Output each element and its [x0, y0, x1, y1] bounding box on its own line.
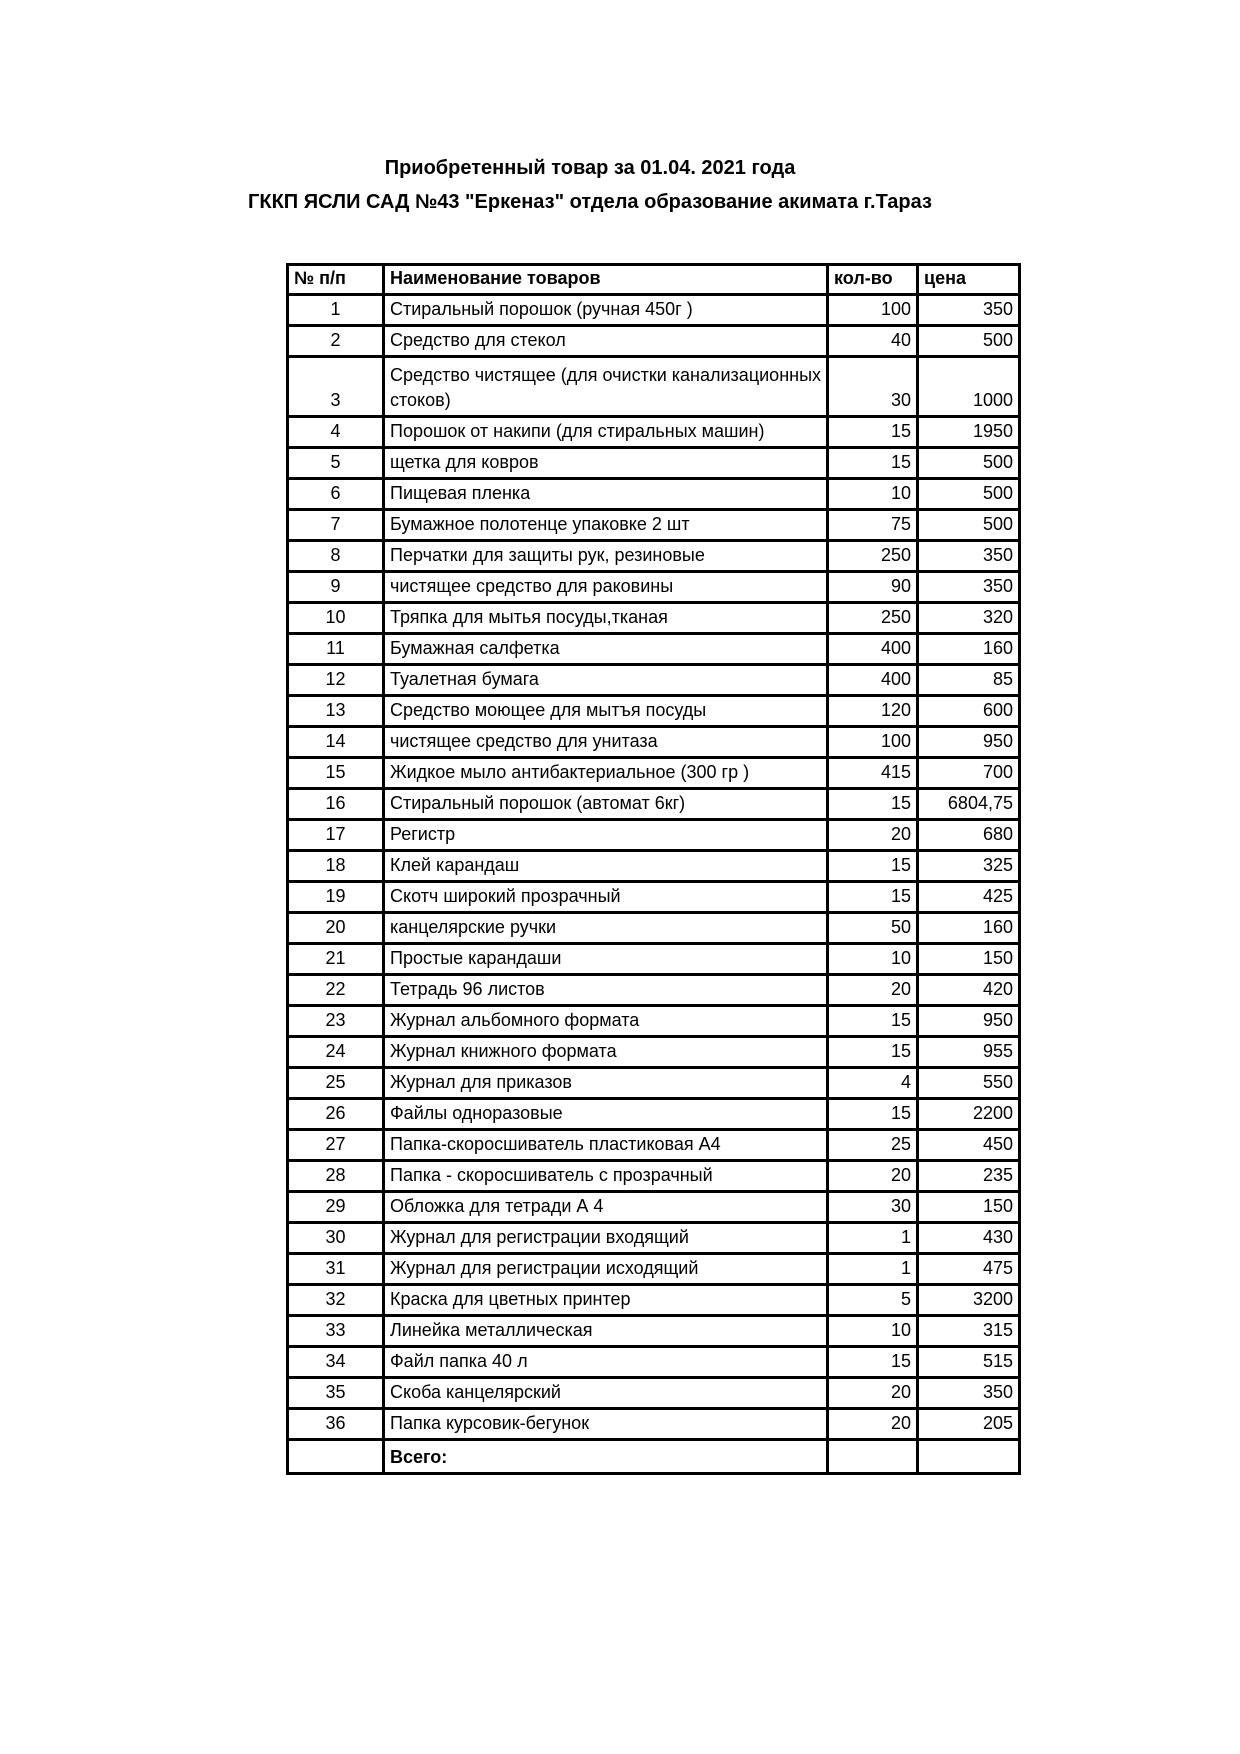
row-num-cell: 32 — [288, 1285, 384, 1316]
row-name-cell: Бумажная салфетка — [384, 634, 828, 665]
header-price: цена — [918, 265, 1020, 295]
row-name-cell: Файл папка 40 л — [384, 1347, 828, 1378]
row-qty-cell: 400 — [828, 634, 918, 665]
row-qty-cell: 400 — [828, 665, 918, 696]
row-name-cell: Журнал для приказов — [384, 1068, 828, 1099]
table-row — [288, 326, 1020, 357]
table-body — [288, 295, 1020, 1440]
row-qty-cell: 1 — [828, 1223, 918, 1254]
row-qty-cell: 1 — [828, 1254, 918, 1285]
row-num-cell: 5 — [288, 448, 384, 479]
row-name-cell: Средство моющее для мытъя посуды — [384, 696, 828, 727]
table-row — [288, 665, 1020, 696]
table-row — [288, 1037, 1020, 1068]
row-qty-cell: 20 — [828, 1378, 918, 1409]
row-num-cell: 6 — [288, 479, 384, 510]
footer-num-cell — [288, 1440, 384, 1474]
table-row — [288, 1161, 1020, 1192]
row-name-cell: Жидкое мыло антибактериальное (300 гр ) — [384, 758, 828, 789]
row-price-cell: 600 — [918, 696, 1020, 727]
row-price-cell: 450 — [918, 1130, 1020, 1161]
table-row — [288, 1068, 1020, 1099]
row-qty-cell: 15 — [828, 1099, 918, 1130]
footer-total-label: Всего: — [384, 1440, 828, 1474]
row-price-cell: 160 — [918, 634, 1020, 665]
row-price-cell: 350 — [918, 572, 1020, 603]
table-row — [288, 820, 1020, 851]
table-row — [288, 944, 1020, 975]
row-num-cell: 20 — [288, 913, 384, 944]
row-name-cell: канцелярские ручки — [384, 913, 828, 944]
row-price-cell: 700 — [918, 758, 1020, 789]
row-num-cell: 27 — [288, 1130, 384, 1161]
goods-table — [286, 263, 1021, 1475]
footer-qty-cell — [828, 1440, 918, 1474]
row-price-cell: 350 — [918, 541, 1020, 572]
document-title — [0, 151, 1180, 219]
document-title-line1: Приобретенный товар за 01.04. 2021 года — [384, 157, 796, 179]
table-row — [288, 789, 1020, 820]
row-qty-cell: 120 — [828, 696, 918, 727]
row-price-cell: 950 — [918, 1006, 1020, 1037]
row-price-cell: 420 — [918, 975, 1020, 1006]
row-num-cell: 29 — [288, 1192, 384, 1223]
row-name-cell: Тетрадь 96 листов — [384, 975, 828, 1006]
row-name-cell: Порошок от накипи (для стиральных машин) — [384, 417, 828, 448]
row-price-cell: 315 — [918, 1316, 1020, 1347]
table-row — [288, 1254, 1020, 1285]
row-num-cell: 28 — [288, 1161, 384, 1192]
row-name-cell: Пищевая пленка — [384, 479, 828, 510]
row-price-cell: 3200 — [918, 1285, 1020, 1316]
row-price-cell: 475 — [918, 1254, 1020, 1285]
row-num-cell: 15 — [288, 758, 384, 789]
row-qty-cell: 5 — [828, 1285, 918, 1316]
row-num-cell: 8 — [288, 541, 384, 572]
row-num-cell: 9 — [288, 572, 384, 603]
row-qty-cell: 15 — [828, 1347, 918, 1378]
row-num-cell: 3 — [288, 357, 384, 417]
table-row — [288, 1409, 1020, 1440]
row-num-cell: 1 — [288, 295, 384, 326]
row-price-cell: 500 — [918, 448, 1020, 479]
row-qty-cell: 15 — [828, 1006, 918, 1037]
row-price-cell: 500 — [918, 479, 1020, 510]
row-name-cell: Журнал для регистрации входящий — [384, 1223, 828, 1254]
row-qty-cell: 10 — [828, 1316, 918, 1347]
row-num-cell: 31 — [288, 1254, 384, 1285]
table-row — [288, 603, 1020, 634]
table-row — [288, 975, 1020, 1006]
row-name-cell: Клей карандаш — [384, 851, 828, 882]
row-name-cell: Стиральный порошок (автомат 6кг) — [384, 789, 828, 820]
row-price-cell: 150 — [918, 1192, 1020, 1223]
row-qty-cell: 30 — [828, 1192, 918, 1223]
row-price-cell: 150 — [918, 944, 1020, 975]
row-price-cell: 6804,75 — [918, 789, 1020, 820]
table-row — [288, 1347, 1020, 1378]
table-row — [288, 541, 1020, 572]
row-qty-cell: 4 — [828, 1068, 918, 1099]
row-name-cell: Стиральный порошок (ручная 450г ) — [384, 295, 828, 326]
table-row — [288, 295, 1020, 326]
table-row — [288, 727, 1020, 758]
row-price-cell: 950 — [918, 727, 1020, 758]
row-qty-cell: 15 — [828, 851, 918, 882]
row-num-cell: 23 — [288, 1006, 384, 1037]
row-qty-cell: 250 — [828, 603, 918, 634]
row-qty-cell: 100 — [828, 727, 918, 758]
table-row — [288, 913, 1020, 944]
row-qty-cell: 15 — [828, 789, 918, 820]
row-name-cell: Скотч широкий прозрачный — [384, 882, 828, 913]
row-price-cell: 325 — [918, 851, 1020, 882]
row-name-cell: Скоба канцелярский — [384, 1378, 828, 1409]
row-num-cell: 18 — [288, 851, 384, 882]
row-num-cell: 14 — [288, 727, 384, 758]
row-num-cell: 12 — [288, 665, 384, 696]
table-row — [288, 448, 1020, 479]
row-price-cell: 1000 — [918, 357, 1020, 417]
row-name-cell: Туалетная бумага — [384, 665, 828, 696]
row-name-cell: Журнал для регистрации исходящий — [384, 1254, 828, 1285]
row-qty-cell: 30 — [828, 357, 918, 417]
row-name-cell: Простые карандаши — [384, 944, 828, 975]
row-qty-cell: 250 — [828, 541, 918, 572]
row-name-cell: Файлы одноразовые — [384, 1099, 828, 1130]
row-qty-cell: 100 — [828, 295, 918, 326]
row-num-cell: 19 — [288, 882, 384, 913]
table-header-row — [288, 265, 1020, 295]
row-qty-cell: 10 — [828, 479, 918, 510]
row-name-cell: чистящее средство для раковины — [384, 572, 828, 603]
row-num-cell: 36 — [288, 1409, 384, 1440]
row-price-cell: 515 — [918, 1347, 1020, 1378]
table-row — [288, 1285, 1020, 1316]
row-price-cell: 320 — [918, 603, 1020, 634]
table-row — [288, 851, 1020, 882]
row-num-cell: 26 — [288, 1099, 384, 1130]
row-qty-cell: 15 — [828, 882, 918, 913]
row-num-cell: 4 — [288, 417, 384, 448]
row-qty-cell: 20 — [828, 1161, 918, 1192]
table-row — [288, 1378, 1020, 1409]
row-price-cell: 235 — [918, 1161, 1020, 1192]
row-name-cell: Бумажное полотенце упаковке 2 шт — [384, 510, 828, 541]
table-row — [288, 1099, 1020, 1130]
table-row — [288, 1130, 1020, 1161]
row-qty-cell: 20 — [828, 820, 918, 851]
row-qty-cell: 10 — [828, 944, 918, 975]
row-num-cell: 33 — [288, 1316, 384, 1347]
row-num-cell: 7 — [288, 510, 384, 541]
row-qty-cell: 415 — [828, 758, 918, 789]
row-qty-cell: 90 — [828, 572, 918, 603]
row-name-cell: Обложка для тетради А 4 — [384, 1192, 828, 1223]
row-qty-cell: 15 — [828, 448, 918, 479]
row-num-cell: 34 — [288, 1347, 384, 1378]
table-row — [288, 1192, 1020, 1223]
row-name-cell: Регистр — [384, 820, 828, 851]
row-price-cell: 425 — [918, 882, 1020, 913]
row-name-cell: Линейка металлическая — [384, 1316, 828, 1347]
row-qty-cell: 15 — [828, 417, 918, 448]
row-price-cell: 350 — [918, 1378, 1020, 1409]
row-num-cell: 25 — [288, 1068, 384, 1099]
row-num-cell: 2 — [288, 326, 384, 357]
header-num: № п/п — [288, 265, 384, 295]
row-qty-cell: 40 — [828, 326, 918, 357]
row-num-cell: 16 — [288, 789, 384, 820]
row-name-cell: чистящее средство для унитаза — [384, 727, 828, 758]
row-name-cell: Краска для цветных принтер — [384, 1285, 828, 1316]
row-qty-cell: 20 — [828, 1409, 918, 1440]
row-num-cell: 11 — [288, 634, 384, 665]
row-qty-cell: 75 — [828, 510, 918, 541]
row-num-cell: 35 — [288, 1378, 384, 1409]
header-qty: кол-во — [828, 265, 918, 295]
row-price-cell: 500 — [918, 326, 1020, 357]
table-row — [288, 758, 1020, 789]
table-row — [288, 572, 1020, 603]
row-name-cell: Средство чистящее (для очистки канализационных стоков) — [384, 357, 828, 417]
header-name: Наименование товаров — [384, 265, 828, 295]
row-name-cell: щетка для ковров — [384, 448, 828, 479]
table-row — [288, 634, 1020, 665]
table-row — [288, 417, 1020, 448]
row-name-cell: Журнал альбомного формата — [384, 1006, 828, 1037]
row-price-cell: 1950 — [918, 417, 1020, 448]
row-num-cell: 22 — [288, 975, 384, 1006]
row-qty-cell: 15 — [828, 1037, 918, 1068]
row-price-cell: 205 — [918, 1409, 1020, 1440]
row-num-cell: 24 — [288, 1037, 384, 1068]
row-price-cell: 2200 — [918, 1099, 1020, 1130]
row-price-cell: 160 — [918, 913, 1020, 944]
row-price-cell: 430 — [918, 1223, 1020, 1254]
row-price-cell: 680 — [918, 820, 1020, 851]
row-name-cell: Папка-скоросшиватель пластиковая А4 — [384, 1130, 828, 1161]
table-row — [288, 882, 1020, 913]
row-num-cell: 17 — [288, 820, 384, 851]
row-qty-cell: 25 — [828, 1130, 918, 1161]
row-num-cell: 10 — [288, 603, 384, 634]
row-name-cell: Журнал книжного формата — [384, 1037, 828, 1068]
row-name-cell: Перчатки для защиты рук, резиновые — [384, 541, 828, 572]
row-name-cell: Папка курсовик-бегунок — [384, 1409, 828, 1440]
row-qty-cell: 50 — [828, 913, 918, 944]
row-num-cell: 30 — [288, 1223, 384, 1254]
row-num-cell: 13 — [288, 696, 384, 727]
row-price-cell: 350 — [918, 295, 1020, 326]
document-title-line2: ГККП ЯСЛИ САД №43 "Еркеназ" отдела образование акимата г.Тараз — [248, 191, 932, 213]
table-row — [288, 1006, 1020, 1037]
row-price-cell: 955 — [918, 1037, 1020, 1068]
table-row — [288, 510, 1020, 541]
row-price-cell: 85 — [918, 665, 1020, 696]
table-row — [288, 1316, 1020, 1347]
table-row — [288, 357, 1020, 417]
table-row — [288, 696, 1020, 727]
row-num-cell: 21 — [288, 944, 384, 975]
row-name-cell: Папка - скоросшиватель с прозрачный — [384, 1161, 828, 1192]
footer-price-cell — [918, 1440, 1020, 1474]
row-qty-cell: 20 — [828, 975, 918, 1006]
table-row — [288, 1223, 1020, 1254]
row-price-cell: 500 — [918, 510, 1020, 541]
row-price-cell: 550 — [918, 1068, 1020, 1099]
table-row — [288, 479, 1020, 510]
table-footer-row — [288, 1440, 1020, 1474]
row-name-cell: Тряпка для мытья посуды,тканая — [384, 603, 828, 634]
row-name-cell: Средство для стекол — [384, 326, 828, 357]
